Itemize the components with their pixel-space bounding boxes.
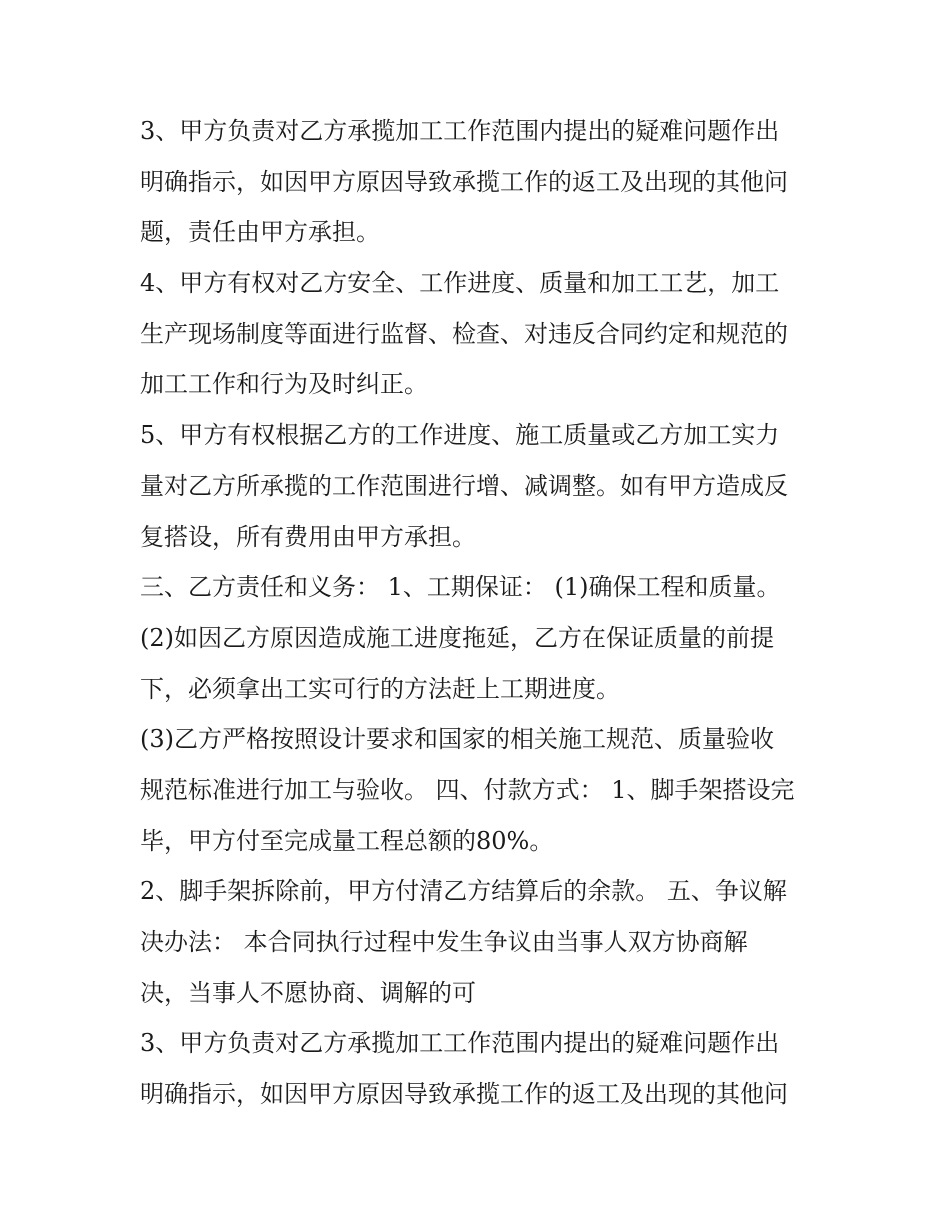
- text-line: 决，当事人不愿协商、调解的可: [140, 978, 476, 1007]
- text-line: 2、脚手架拆除前，甲方付清乙方结算后的余款。 五、争议解: [140, 877, 787, 906]
- text-line: 决办法： 本合同执行过程中发生争议由当事人双方协商解: [140, 928, 748, 956]
- text-line: 三、乙方责任和义务： 1、工期保证： (1)确保工程和质量。: [140, 573, 781, 602]
- text-line: 4、甲方有权对乙方安全、工作进度、质量和加工工艺，加工: [140, 269, 780, 298]
- text-line: 复搭设，所有费用由甲方承担。: [140, 522, 476, 551]
- text-line: 明确指示，如因甲方原因导致承揽工作的返工及出现的其他问: [140, 1080, 788, 1109]
- text-line: 下，必须拿出工实可行的方法赶上工期进度。: [140, 674, 620, 703]
- text-line: 加工工作和行为及时纠正。: [140, 370, 428, 399]
- text-line: 5、甲方有权根据乙方的工作进度、施工质量或乙方加工实力: [140, 421, 780, 450]
- text-line: 题，责任由甲方承担。: [140, 218, 380, 247]
- text-line: 生产现场制度等面进行监督、检查、对违反合同约定和规范的: [140, 319, 788, 348]
- text-line: (3)乙方严格按照设计要求和国家的相关施工规范、质量验收: [140, 725, 774, 754]
- text-line: 3、甲方负责对乙方承揽加工工作范围内提出的疑难问题作出: [140, 1029, 780, 1058]
- text-line: 毕，甲方付至完成量工程总额的80%。: [140, 826, 554, 855]
- text-line: 量对乙方所承揽的工作范围进行增、减调整。如有甲方造成反: [140, 471, 788, 500]
- text-line: 3、甲方负责对乙方承揽加工工作范围内提出的疑难问题作出: [140, 117, 780, 145]
- text-line: (2)如因乙方原因造成施工进度拖延，乙方在保证质量的前提: [140, 623, 774, 652]
- document-body: [140, 106, 830, 1120]
- text-line: 规范标准进行加工与验收。 四、付款方式： 1、脚手架搭设完: [140, 775, 795, 804]
- text-line: 明确指示，如因甲方原因导致承揽工作的返工及出现的其他问: [140, 167, 788, 196]
